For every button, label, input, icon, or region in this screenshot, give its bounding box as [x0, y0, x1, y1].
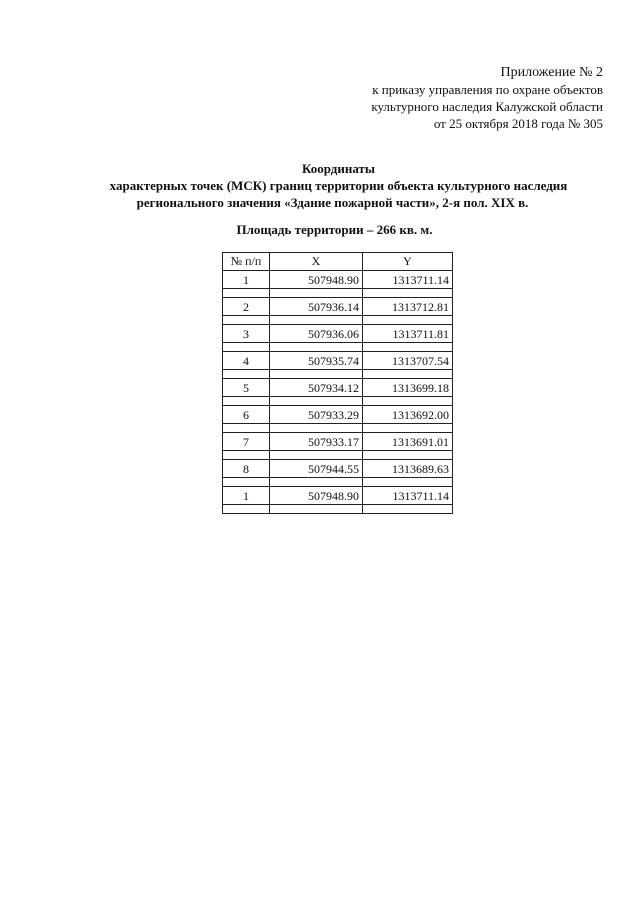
appendix-date: от 25 октября 2018 года № 305	[433, 116, 603, 131]
cell-x: 507933.29	[270, 406, 363, 424]
appendix-header	[371, 64, 603, 132]
appendix-number: Приложение № 2	[500, 65, 603, 80]
spacer-cell	[223, 289, 270, 298]
table-spacer-row	[223, 343, 453, 352]
spacer-cell	[363, 451, 453, 460]
table-row	[223, 379, 453, 397]
spacer-cell	[223, 316, 270, 325]
cell-number: 5	[223, 379, 270, 397]
cell-x: 507944.55	[270, 460, 363, 478]
table-spacer-row	[223, 370, 453, 379]
spacer-cell	[223, 505, 270, 514]
spacer-cell	[270, 505, 363, 514]
cell-number: 7	[223, 433, 270, 451]
table-row	[223, 352, 453, 370]
spacer-cell	[270, 424, 363, 433]
cell-x: 507948.90	[270, 271, 363, 289]
title-line-3: регионального значения «Здание пожарной части», 2-я пол. XIX в.	[136, 195, 529, 210]
spacer-cell	[223, 424, 270, 433]
spacer-cell	[363, 505, 453, 514]
cell-number: 6	[223, 406, 270, 424]
table-spacer-row	[223, 397, 453, 406]
spacer-cell	[223, 397, 270, 406]
title-line-1: Координаты	[301, 161, 376, 176]
cell-x: 507933.17	[270, 433, 363, 451]
cell-x: 507935.74	[270, 352, 363, 370]
spacer-cell	[223, 343, 270, 352]
spacer-cell	[270, 451, 363, 460]
table-row	[223, 406, 453, 424]
cell-y: 1313711.14	[363, 271, 453, 289]
table-spacer-row	[223, 505, 453, 514]
spacer-cell	[270, 370, 363, 379]
table-header-row	[223, 253, 453, 271]
header-x: X	[270, 253, 363, 271]
table-row	[223, 298, 453, 316]
table-row	[223, 433, 453, 451]
spacer-cell	[363, 343, 453, 352]
table-row	[223, 487, 453, 505]
cell-x: 507934.12	[270, 379, 363, 397]
spacer-cell	[223, 451, 270, 460]
spacer-cell	[270, 478, 363, 487]
table-spacer-row	[223, 424, 453, 433]
cell-number: 1	[223, 271, 270, 289]
spacer-cell	[363, 424, 453, 433]
table-body	[223, 271, 453, 514]
cell-number: 1	[223, 487, 270, 505]
spacer-cell	[363, 397, 453, 406]
appendix-order-ref: к приказу управления по охране объектов	[372, 82, 603, 97]
table-row	[223, 460, 453, 478]
cell-number: 2	[223, 298, 270, 316]
cell-y: 1313712.81	[363, 298, 453, 316]
cell-y: 1313699.18	[363, 379, 453, 397]
table-row	[223, 271, 453, 289]
spacer-cell	[270, 316, 363, 325]
spacer-cell	[363, 478, 453, 487]
cell-y: 1313689.63	[363, 460, 453, 478]
header-y: Y	[363, 253, 453, 271]
cell-x: 507948.90	[270, 487, 363, 505]
header-number: № п/п	[223, 253, 270, 271]
cell-y: 1313692.00	[363, 406, 453, 424]
cell-y: 1313711.14	[363, 487, 453, 505]
cell-y: 1313711.81	[363, 325, 453, 343]
spacer-cell	[270, 343, 363, 352]
spacer-cell	[270, 289, 363, 298]
document-title	[0, 160, 639, 211]
spacer-cell	[363, 370, 453, 379]
table-spacer-row	[223, 316, 453, 325]
territory-area: Площадь территории – 266 кв. м.	[236, 222, 433, 237]
cell-x: 507936.14	[270, 298, 363, 316]
table-row	[223, 325, 453, 343]
spacer-cell	[223, 370, 270, 379]
cell-number: 3	[223, 325, 270, 343]
spacer-cell	[223, 478, 270, 487]
table-spacer-row	[223, 289, 453, 298]
spacer-cell	[270, 397, 363, 406]
spacer-cell	[363, 316, 453, 325]
title-line-2: характерных точек (МСК) границ территории объекта культурного наследия	[109, 178, 568, 193]
cell-y: 1313707.54	[363, 352, 453, 370]
coordinates-table	[222, 252, 453, 514]
appendix-authority: культурного наследия Калужской области	[371, 99, 603, 114]
cell-y: 1313691.01	[363, 433, 453, 451]
spacer-cell	[363, 289, 453, 298]
table-spacer-row	[223, 478, 453, 487]
cell-number: 4	[223, 352, 270, 370]
table-spacer-row	[223, 451, 453, 460]
cell-number: 8	[223, 460, 270, 478]
cell-x: 507936.06	[270, 325, 363, 343]
